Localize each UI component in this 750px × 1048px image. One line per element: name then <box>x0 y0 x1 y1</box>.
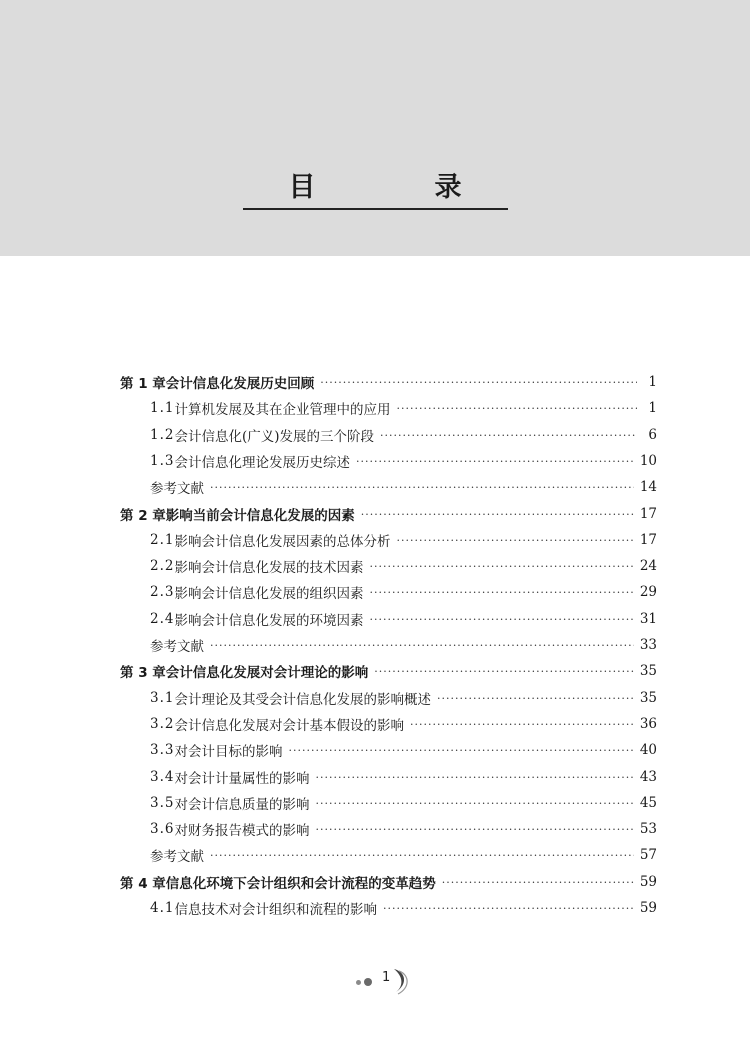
toc-entry-label: 会计信息化发展对会计基本假设的影响 <box>174 718 404 734</box>
toc-leader-dots <box>361 508 634 521</box>
toc-section-entry[interactable] <box>150 737 657 763</box>
toc-entry-number: 1.2 <box>150 427 175 443</box>
toc-entry-number: 第 1 章 <box>120 376 166 392</box>
toc-page-number: 31 <box>639 611 657 627</box>
page-footer <box>0 966 750 1006</box>
toc-entry-number: 1.1 <box>150 400 175 416</box>
toc-entry-label: 对会计目标的影响 <box>174 744 283 760</box>
toc-page-number: 17 <box>639 532 657 548</box>
toc-entry-label: 会计信息化(广义)发展的三个阶段 <box>174 429 375 445</box>
toc-leader-dots <box>369 613 633 626</box>
toc-entry-number: 3.3 <box>150 742 175 758</box>
toc-page-number: 17 <box>639 506 657 522</box>
toc-section-entry[interactable] <box>150 790 657 816</box>
toc-page-number: 36 <box>639 716 657 732</box>
toc-section-entry[interactable] <box>150 448 657 474</box>
toc-entry-number: 第 2 章 <box>120 508 166 524</box>
toc-page-number: 53 <box>639 821 657 837</box>
footer-dot-small-icon <box>356 980 361 985</box>
toc-entry-number: 2.2 <box>150 558 175 574</box>
toc-entry-number: 2.1 <box>150 532 175 548</box>
toc-section-entry[interactable] <box>150 395 657 421</box>
toc-section-entry[interactable] <box>150 816 657 842</box>
toc-entry-label: 会计信息化理论发展历史综述 <box>174 455 350 471</box>
toc-leader-dots <box>288 744 633 757</box>
toc-section-entry[interactable] <box>150 527 657 553</box>
toc-entry-label: 参考文献 <box>150 481 204 497</box>
toc-entry-number: 3.4 <box>150 769 175 785</box>
toc-page-number: 35 <box>639 690 657 706</box>
toc-section-entry[interactable] <box>150 711 657 737</box>
toc-entry-label: 影响会计信息化发展的组织因素 <box>174 586 364 602</box>
toc-section-entry[interactable] <box>150 764 657 790</box>
toc-page-number: 57 <box>639 847 657 863</box>
toc-page-number: 40 <box>639 742 657 758</box>
toc-section-entry[interactable] <box>150 685 657 711</box>
toc-section-entry[interactable] <box>150 842 657 868</box>
toc-chapter-entry[interactable] <box>120 658 657 684</box>
toc-entry-number: 2.4 <box>150 611 175 627</box>
toc-page-number: 1 <box>648 400 657 416</box>
toc-leader-dots <box>210 849 634 862</box>
toc-entry-number: 3.1 <box>150 690 175 706</box>
toc-chapter-entry[interactable] <box>120 501 657 527</box>
toc-leader-dots <box>369 560 633 573</box>
toc-section-entry[interactable] <box>150 474 657 500</box>
toc-leader-dots <box>210 639 634 652</box>
toc-leader-dots <box>383 902 634 915</box>
toc-entry-label: 计算机发展及其在企业管理中的应用 <box>174 402 391 418</box>
toc-entry-number: 3.5 <box>150 795 175 811</box>
toc-page-number: 45 <box>639 795 657 811</box>
toc-entry-label: 对会计计量属性的影响 <box>174 771 310 787</box>
toc-leader-dots <box>442 876 634 889</box>
footer-page-number: 1 <box>382 970 391 985</box>
toc-section-entry[interactable] <box>150 895 657 921</box>
toc-leader-dots <box>210 481 634 494</box>
toc-entry-label: 会计信息化发展历史回顾 <box>165 376 315 392</box>
toc-entry-number: 1.3 <box>150 453 175 469</box>
toc-page-number: 10 <box>639 453 657 469</box>
toc-leader-dots <box>369 586 633 599</box>
toc-page-number: 35 <box>639 663 657 679</box>
toc-entry-number: 3.6 <box>150 821 175 837</box>
toc-page-number: 14 <box>639 479 657 495</box>
toc-leader-dots <box>320 376 637 389</box>
toc-entry-label: 对会计信息质量的影响 <box>174 797 310 813</box>
toc-page-number: 1 <box>648 374 657 390</box>
toc-entry-number: 第 4 章 <box>120 876 166 892</box>
toc-leader-dots <box>380 429 637 442</box>
toc-entry-label: 影响会计信息化发展因素的总体分析 <box>174 534 391 550</box>
toc-entry-label: 对财务报告模式的影响 <box>174 823 310 839</box>
toc-entry-label: 会计信息化发展对会计理论的影响 <box>165 665 369 681</box>
toc-page-number: 59 <box>639 874 657 890</box>
toc-entry-label: 会计理论及其受会计信息化发展的影响概述 <box>174 692 431 708</box>
toc-entry-label: 参考文献 <box>150 639 204 655</box>
toc-leader-dots <box>396 402 637 415</box>
toc-entry-label: 参考文献 <box>150 849 204 865</box>
toc-page-number: 29 <box>639 584 657 600</box>
toc-section-entry[interactable] <box>150 422 657 448</box>
toc-chapter-entry[interactable] <box>120 869 657 895</box>
toc-chapter-entry[interactable] <box>120 369 657 395</box>
toc-leader-dots <box>437 692 634 705</box>
toc-section-entry[interactable] <box>150 553 657 579</box>
toc-section-entry[interactable] <box>150 606 657 632</box>
page-title: 目 录 <box>243 170 508 210</box>
toc-page-number: 33 <box>639 637 657 653</box>
toc-entry-number: 3.2 <box>150 716 175 732</box>
toc-page-number: 43 <box>639 769 657 785</box>
toc-leader-dots <box>396 534 633 547</box>
toc-leader-dots <box>315 771 633 784</box>
toc-section-entry[interactable] <box>150 632 657 658</box>
header-band <box>0 0 750 256</box>
toc-leader-dots <box>356 455 634 468</box>
toc-entry-label: 信息化环境下会计组织和会计流程的变革趋势 <box>165 876 436 892</box>
toc-leader-dots <box>410 718 634 731</box>
toc-entry-label: 影响当前会计信息化发展的因素 <box>165 508 355 524</box>
footer-dot-large-icon <box>364 978 372 986</box>
toc-entry-label: 影响会计信息化发展的环境因素 <box>174 613 364 629</box>
toc-section-entry[interactable] <box>150 579 657 605</box>
toc-page-number: 24 <box>639 558 657 574</box>
toc-page-number: 59 <box>639 900 657 916</box>
toc-entry-label: 信息技术对会计组织和流程的影响 <box>174 902 377 918</box>
toc-leader-dots <box>315 797 633 810</box>
toc-leader-dots <box>374 665 634 678</box>
toc-page-number: 6 <box>648 427 657 443</box>
toc-entry-label: 影响会计信息化发展的技术因素 <box>174 560 364 576</box>
swirl-ornament-icon <box>388 966 414 996</box>
toc-entry-number: 第 3 章 <box>120 665 166 681</box>
page-title-wrap <box>0 170 750 210</box>
toc-entry-number: 2.3 <box>150 584 175 600</box>
toc-entry-number: 4.1 <box>150 900 175 916</box>
toc-leader-dots <box>315 823 633 836</box>
